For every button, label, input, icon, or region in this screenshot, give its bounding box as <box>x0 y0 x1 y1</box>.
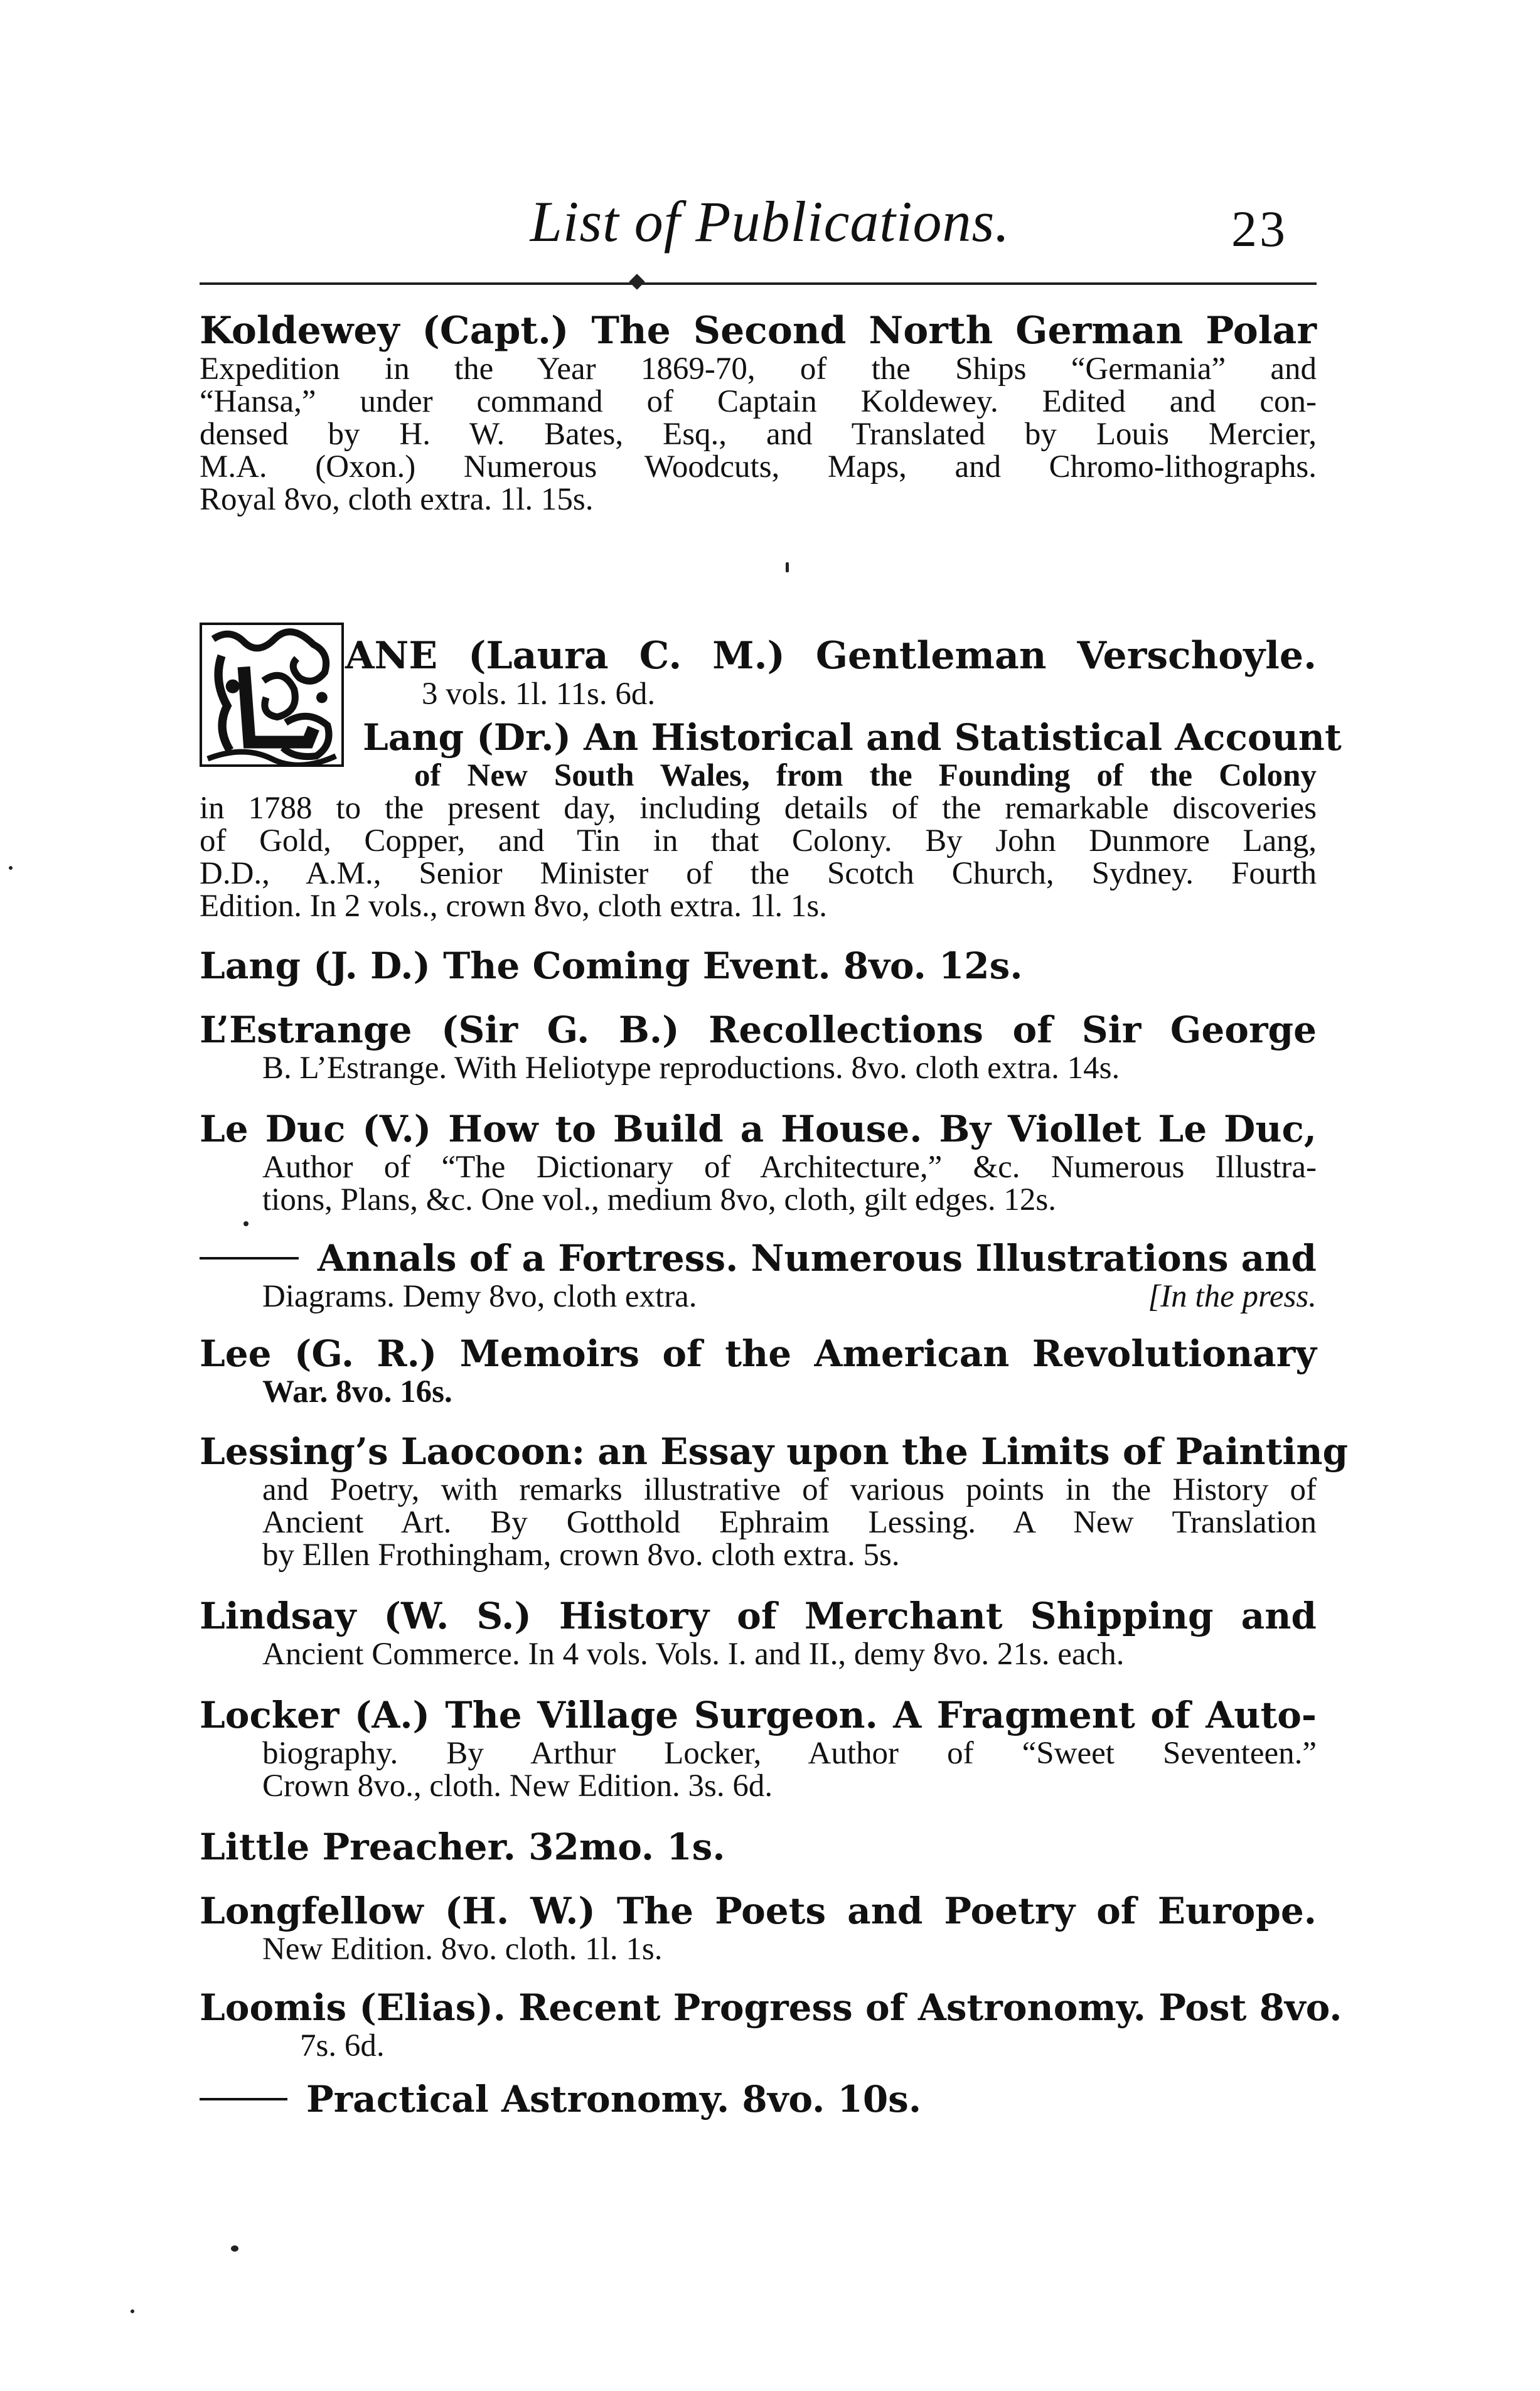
entry-text: War. 8vo. 16s. <box>262 1374 452 1409</box>
entry-text: “Hansa,” under command of Captain Koldewey. Edited and con- <box>200 384 1317 419</box>
entry-locker <box>200 1693 1317 1802</box>
entry-heading: Koldewey (Capt.) The Second North German Polar <box>200 309 1317 353</box>
entry-text: densed by H. W. Bates, Esq., and Translated by Louis Mercier, <box>200 417 1317 452</box>
entry-text: Ancient Art. By Gotthold Ephraim Lessing. A New Translation <box>262 1505 1317 1540</box>
entry-heading: Lessing’s Laocoon: an Essay upon the Limits of Painting <box>200 1430 1349 1473</box>
entry-text: D.D., A.M., Senior Minister of the Scotch Church, Sydney. Fourth <box>200 856 1317 891</box>
entry-heading: Lee (G. R.) Memoirs of the American Revolutionary <box>200 1332 1317 1375</box>
entry-text: by Ellen Frothingham, crown 8vo. cloth extra. 5s. <box>262 1538 900 1573</box>
entry-koldewey <box>200 309 1317 516</box>
entry-lessing <box>200 1430 1349 1573</box>
entry-text: tions, Plans, &c. One vol., medium 8vo, cloth, gilt edges. 12s. <box>262 1182 1056 1217</box>
entry-lee <box>200 1332 1317 1408</box>
decorated-initial-l <box>200 623 344 767</box>
entry-heading: Annals of a Fortress. Numerous Illustrations and <box>317 1237 1317 1280</box>
entry-text: of Gold, Copper, and Tin in that Colony. By John Dunmore Lang, <box>200 823 1317 859</box>
entry-text-main: Diagrams. Demy 8vo, cloth extra. <box>262 1279 697 1314</box>
entry-heading: Loomis (Elias). Recent Progress of Astronomy. Post 8vo. <box>200 1986 1342 2029</box>
entry-leduc <box>200 1107 1317 1216</box>
entry-little-preacher <box>200 1825 1317 1869</box>
print-speck <box>786 562 789 572</box>
entry-text: 3 vols. 1l. 11s. 6d. <box>422 677 656 712</box>
entry-text: and Poetry, with remarks illustrative of various points in the History of <box>262 1472 1317 1507</box>
entry-lang-jd <box>200 944 1317 988</box>
running-head-title: List of Publications. <box>530 190 1010 254</box>
print-speck <box>231 2245 238 2252</box>
entry-text: Crown 8vo., cloth. New Edition. 3s. 6d. <box>262 1768 773 1804</box>
entry-text: M.A. (Oxon.) Numerous Woodcuts, Maps, and Chromo-lithographs. <box>200 449 1317 484</box>
entry-text: Ancient Commerce. In 4 vols. Vols. I. and II., demy 8vo. 21s. each. <box>262 1637 1125 1672</box>
page-number: 23 <box>1231 200 1288 257</box>
header-rule <box>200 282 1317 285</box>
ditto-dash <box>200 1257 299 1260</box>
entry-heading: Locker (A.) The Village Surgeon. A Fragment of Auto- <box>200 1694 1317 1736</box>
entry-text: New Edition. 8vo. cloth. 1l. 1s. <box>262 1932 663 1967</box>
print-speck <box>9 866 13 870</box>
entry-loomis <box>200 1986 1342 2063</box>
entry-heading: Practical Astronomy. 8vo. 10s. <box>306 2078 922 2121</box>
entry-heading: Little Preacher. 32mo. 1s. <box>200 1826 725 1868</box>
entry-annals <box>200 1236 1317 1313</box>
press-note: [In the press. <box>1148 1279 1317 1314</box>
entry-heading: ANE (Laura C. M.) Gentleman Verschoyle. <box>345 634 1317 678</box>
entry-text: 7s. 6d. <box>300 2028 385 2063</box>
initial-ornament-graphic <box>202 625 341 764</box>
entry-text: in 1788 to the present day, including details of the remarkable discoveries <box>200 791 1317 826</box>
entry-text <box>200 1280 1317 1313</box>
entry-lestrange <box>200 1008 1317 1084</box>
entry-longfellow <box>200 1889 1317 1966</box>
entry-heading: Longfellow (H. W.) The Poets and Poetry of Europe. <box>200 1890 1317 1932</box>
entry-text: Edition. In 2 vols., crown 8vo, cloth extra. 1l. 1s. <box>200 889 828 924</box>
entry-lane <box>200 634 1342 924</box>
entry-text: Author of “The Dictionary of Architecture,” &c. Numerous Illustra- <box>262 1150 1317 1185</box>
rule-ornament <box>629 274 644 289</box>
entry-text: B. L’Estrange. With Heliotype reproductions. 8vo. cloth extra. 14s. <box>262 1051 1120 1086</box>
entry-lindsay <box>200 1594 1317 1671</box>
entry-heading: L’Estrange (Sir G. B.) Recollections of Sir George <box>200 1008 1317 1051</box>
publication-list <box>200 309 1349 2121</box>
entry-heading: Lang (Dr.) An Historical and Statistical Account <box>363 716 1342 759</box>
entry-heading: Lindsay (W. S.) History of Merchant Shipping and <box>200 1595 1317 1637</box>
entry-text: biography. By Arthur Locker, Author of “Sweet Seventeen.” <box>262 1736 1317 1771</box>
entry-text: of New South Wales, from the Founding of the Colony <box>414 758 1317 793</box>
entry-practical-astronomy <box>200 2077 1317 2121</box>
entry-text: Expedition in the Year 1869-70, of the Ships “Germania” and <box>200 351 1317 387</box>
entry-heading: Lang (J. D.) The Coming Event. 8vo. 12s. <box>200 944 1023 987</box>
entry-text: Royal 8vo, cloth extra. 1l. 15s. <box>200 482 594 517</box>
ditto-dash <box>200 2098 287 2100</box>
print-speck <box>243 1221 249 1226</box>
entry-heading: Le Duc (V.) How to Build a House. By Viollet Le Duc, <box>200 1108 1317 1150</box>
print-speck <box>131 2309 134 2313</box>
